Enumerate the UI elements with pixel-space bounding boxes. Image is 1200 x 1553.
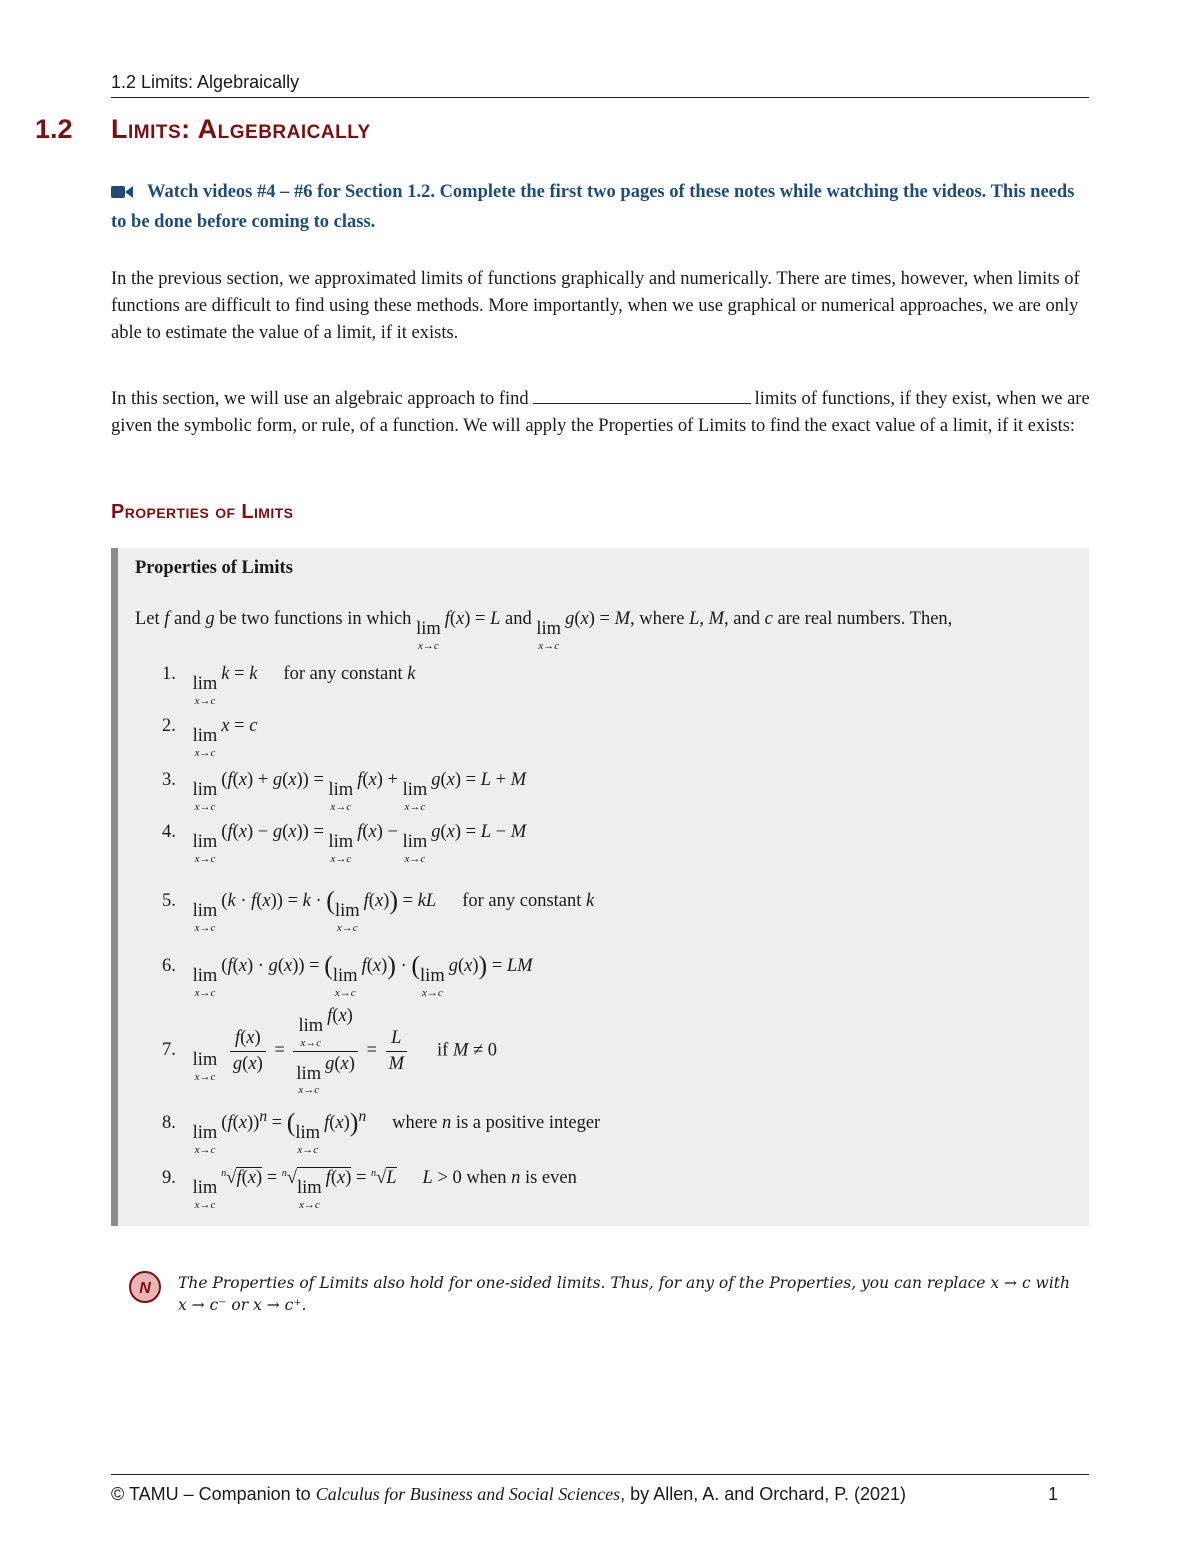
property-9: 9. lim x→c $^n$√f(x) = $^n$√ lim x→c f(x) = $^n$√L L > 0 when n is even bbox=[162, 1168, 577, 1211]
property-5: 5. lim x→c (k · f(x)) = k · ( lim x→c f(x)) = kL for any constant k bbox=[162, 886, 595, 934]
running-header: 1.2 Limits: Algebraically bbox=[111, 72, 300, 92]
algebraic-paragraph bbox=[111, 386, 1091, 440]
footer-rule bbox=[111, 1474, 1089, 1475]
footer-copyright: © TAMU – Companion to bbox=[111, 1484, 311, 1504]
box-intro: Let f and g be two functions in which lim x→c f(x) = L and lim x→c g(x) = M, where L, M, and c are real numbers. Then, bbox=[135, 609, 953, 652]
video-instructions bbox=[111, 178, 1091, 236]
section-title: Limits: Algebraically bbox=[111, 114, 371, 144]
property-1: 1. lim x→c k = k for any constant k bbox=[162, 664, 416, 707]
video-text: Watch videos #4 – #6 for Section 1.2. Complete the first two pages of these notes while watching the videos. This needs to be done before coming to class. bbox=[111, 182, 1075, 232]
box-title: Properties of Limits bbox=[135, 558, 293, 578]
note-callout bbox=[128, 1270, 1070, 1314]
header-rule bbox=[111, 97, 1089, 98]
intro-paragraph: In the previous section, we approximated limits of functions graphically and numerically. There are times, however, when limits of functions are difficult to find using these methods. More importantly, when we use graphical or numerical approaches, we are only able to estimate the value of a limit, if it exists. bbox=[111, 269, 1080, 343]
fill-in-blank[interactable] bbox=[533, 388, 751, 404]
para-text-after: limits of functions, if they exist, when we are given the symbolic form, or rule, of a function. We will apply the Properties of Limits to find the exact value of a limit, if it exists: bbox=[111, 389, 1090, 436]
property-2: 2. lim x→c x = c bbox=[162, 716, 258, 759]
properties-box bbox=[111, 548, 1089, 1226]
footer bbox=[111, 1484, 906, 1505]
note-text: The Properties of Limits also hold for one-sided limits. Thus, for any of the Properties, you can replace x → c with x → c⁻ or x → c⁺. bbox=[178, 1274, 1070, 1314]
footer-authors: , by Allen, A. and Orchard, P. (2021) bbox=[620, 1484, 907, 1504]
property-4: 4. lim x→c (f(x) − g(x)) = lim x→c f(x) − lim x→c g(x) = L − M bbox=[162, 822, 527, 865]
subsection-heading: Properties of Limits bbox=[111, 501, 294, 523]
footer-book-title: Calculus for Business and Social Sciences bbox=[315, 1484, 621, 1504]
page-number: 1 bbox=[1048, 1484, 1059, 1504]
property-8: 8. lim x→c $(f(x))^n$ = ( lim x→c f(x))$^n$ where n is a positive integer bbox=[162, 1108, 601, 1156]
property-3: 3. lim x→c (f(x) + g(x)) = lim x→c f(x) + lim x→c g(x) = L + M bbox=[162, 770, 527, 813]
property-6: 6. lim x→c (f(x) · g(x)) = ( lim x→c f(x)) · ( lim x→c g(x)) = LM bbox=[162, 951, 533, 999]
section-number: 1.2 bbox=[35, 114, 73, 144]
video-camera-icon bbox=[111, 180, 133, 208]
note-badge-letter: N bbox=[139, 1280, 151, 1297]
note-badge-icon bbox=[128, 1270, 162, 1304]
para-text-before: In this section, we will use an algebraic approach to find bbox=[111, 389, 529, 409]
section-heading bbox=[35, 114, 371, 145]
property-7: 7. lim x→c $\frac{f(x)}{g(x)}$ = lim x→c f(x) lim x→c g(x) = $\frac{L}{M}$ if M ≠ 0 bbox=[162, 1006, 498, 1096]
